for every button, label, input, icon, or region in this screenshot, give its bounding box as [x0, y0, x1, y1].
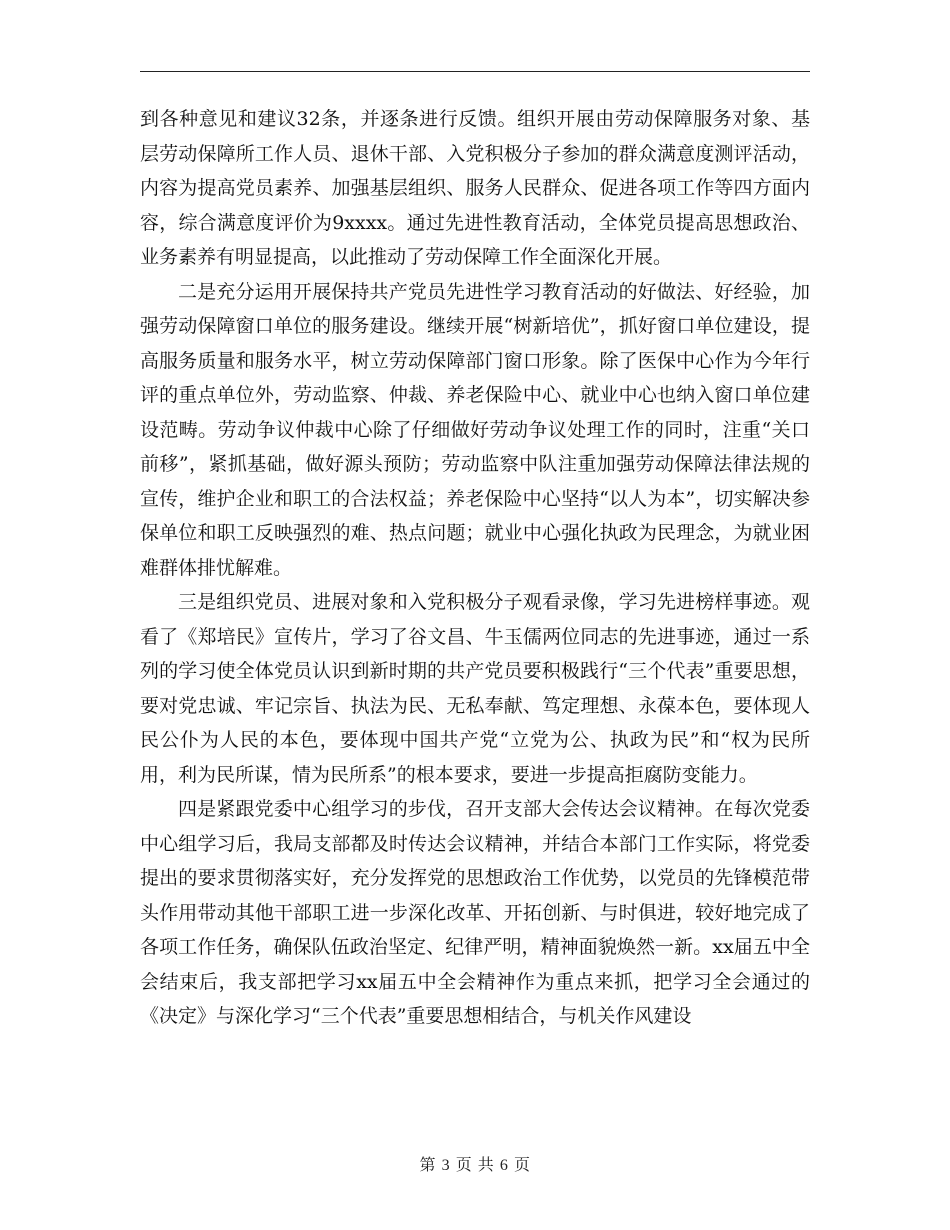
footer-current-page: 3 [441, 1157, 451, 1174]
paragraph-continuation: 到各种意见和建议32条，并逐条进行反馈。组织开展由劳动保障服务对象、基层劳动保障所工作人员、退休干部、入党积极分子参加的群众满意度测评活动，内容为提高党员素养、加强基层组织、服务人民群众、促进各项工作等四方面内容，综合满意度评价为9xxxx。通过先进性教育活动，全体党员提高思想政治、业务素养有明显提高，以此推动了劳动保障工作全面深化开展。 [140, 108, 810, 268]
footer-middle: 页 共 [455, 1155, 495, 1174]
footer-suffix: 页 [513, 1155, 531, 1174]
paragraph-third-point: 三是组织党员、进展对象和入党积极分子观看录像，学习先进榜样事迹。观看了《郑培民》宣传片，学习了谷文昌、牛玉儒两位同志的先进事迹，通过一系列的学习使全体党员认识到新时期的共产党员要积极践行“三个代表”重要思想，要对党忠诚、牢记宗旨、执法为民、无私奉献、笃定理想、永葆本色，要体现人民公仆为人民的本色，要体现中国共产党“立党为公、执政为民”和“权为民所用，利为民所谋，情为民所系”的根本要求，要进一步提高拒腐防变能力。 [140, 591, 810, 786]
document-body [140, 102, 810, 1034]
paragraph-fourth-point: 四是紧跟党委中心组学习的步伐，召开支部大会传达会议精神。在每次党委中心组学习后，我局支部都及时传达会议精神，并结合本部门工作实际，将党委提出的要求贯彻落实好，充分发挥党的思想政治工作优势，以党员的先锋模范带头作用带动其他干部职工进一步深化改革、开拓创新、与时俱进，较好地完成了各项工作任务，确保队伍政治坚定、纪律严明，精神面貌焕然一新。xx届五中全会结束后，我支部把学习xx届五中全会精神作为重点来抓，把学习全会通过的《决定》与深化学习“三个代表”重要思想相结合，与机关作风建设 [140, 798, 810, 1027]
paragraph-second-point: 二是充分运用开展保持共产党员先进性学习教育活动的好做法、好经验，加强劳动保障窗口单位的服务建设。继续开展“树新培优”，抓好窗口单位建设，提高服务质量和服务水平，树立劳动保障部门窗口形象。除了医保中心作为今年行评的重点单位外，劳动监察、仲裁、养老保险中心、就业中心也纳入窗口单位建设范畴。劳动争议仲裁中心除了仔细做好劳动争议处理工作的同时，注重“关口前移”，紧抓基础，做好源头预防；劳动监察中队注重加强劳动保障法律法规的宣传，维护企业和职工的合法权益；养老保险中心坚持“以人为本”，切实解决参保单位和职工反映强烈的难、热点问题；就业中心强化执政为民理念，为就业困难群体排忧解难。 [140, 280, 810, 579]
header-rule [140, 71, 810, 72]
page-footer [0, 1152, 950, 1175]
footer-prefix: 第 [419, 1155, 437, 1174]
footer-total-pages: 6 [499, 1157, 509, 1174]
